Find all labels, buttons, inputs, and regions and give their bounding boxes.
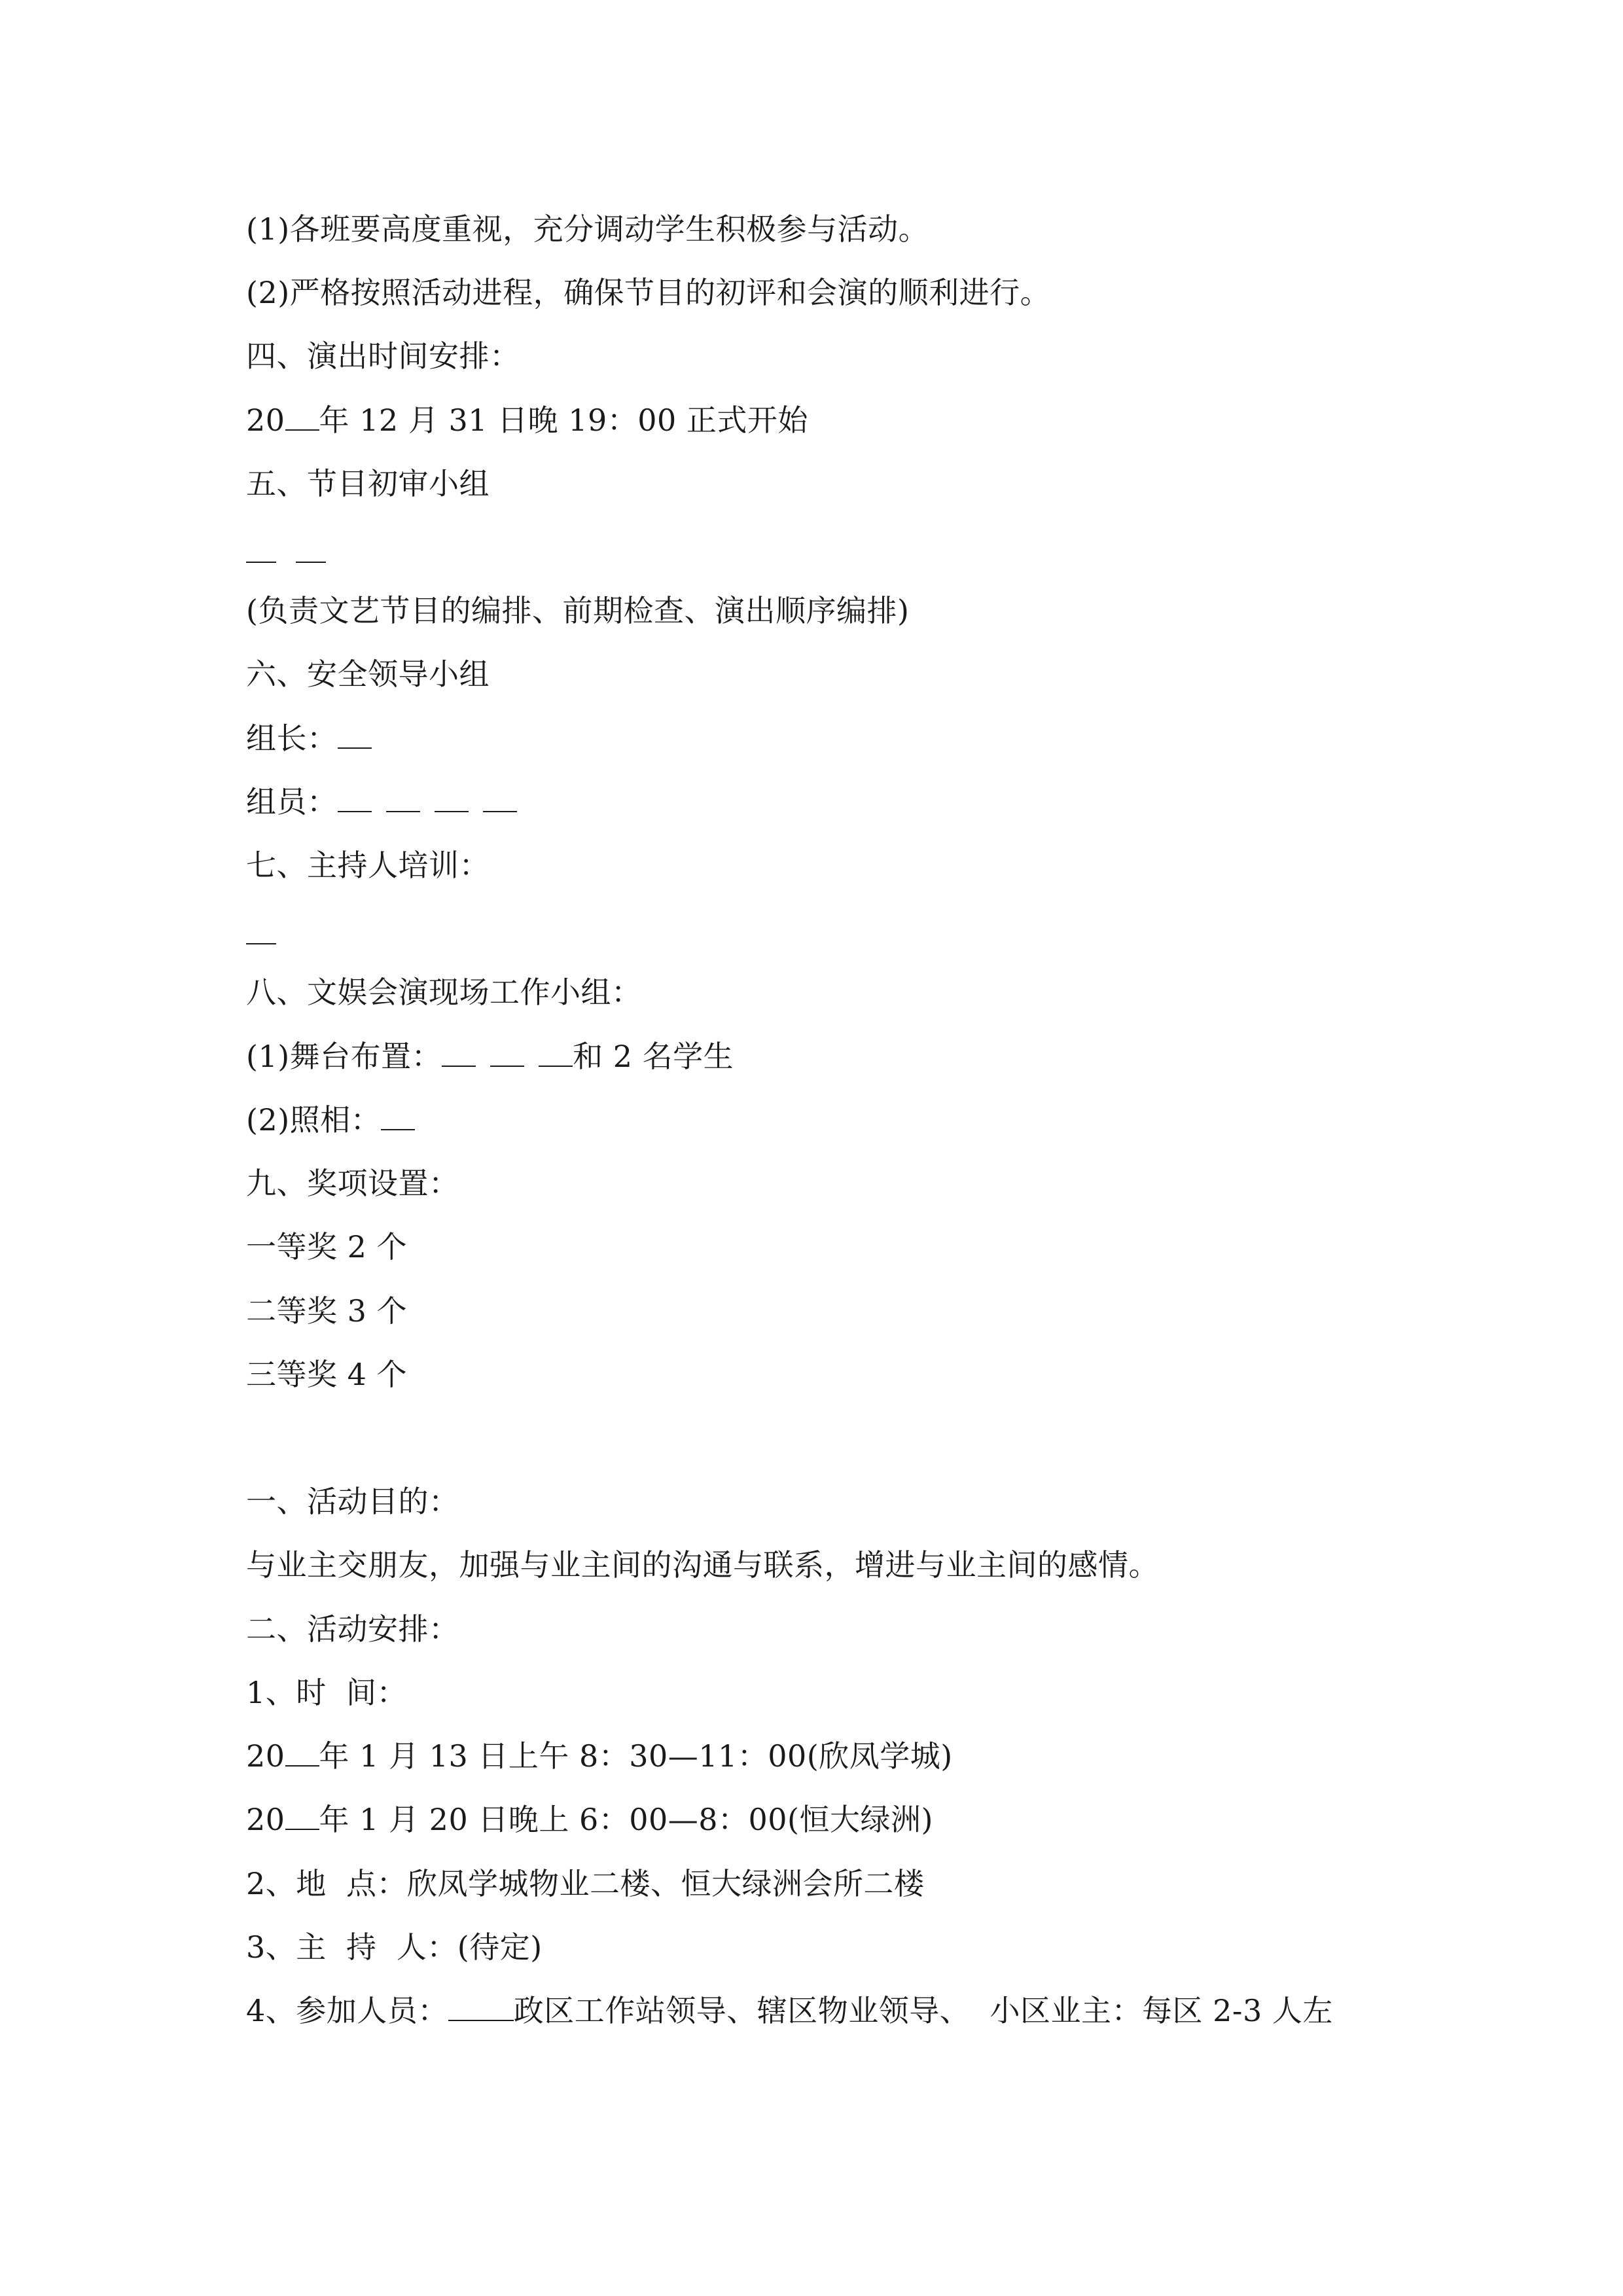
blank-underline: [246, 943, 276, 944]
text-line: [246, 401, 808, 440]
text-line: [246, 719, 372, 758]
text-fragment: 年 1 月 20 日晚上 6：00—8：00(恒大绿洲): [319, 1802, 933, 1837]
text-fragment: 20: [246, 1738, 285, 1774]
text-line: (2)严格按照活动进程，确保节目的初评和会演的顺利进行。: [246, 275, 1051, 310]
text-line: 三等奖 4 个: [246, 1357, 408, 1392]
text-line: [246, 1800, 933, 1839]
text-fragment: (2)照相：: [246, 1102, 382, 1138]
text-line: 3、主 持 人：(待定): [246, 1929, 543, 1965]
text-line: 与业主交朋友，加强与业主间的沟通与联系，增进与业主间的感情。: [246, 1547, 1159, 1583]
section-heading: 九、奖项设置：: [246, 1166, 459, 1201]
text-fragment: 4、参加人员：: [246, 1993, 448, 2028]
text-line: 1、时 间：: [246, 1675, 408, 1710]
blank-underline: [448, 1991, 514, 2021]
section-heading: 一、活动目的：: [246, 1484, 459, 1519]
text-fragment: 政区工作站领导、辖区物业领导、 小区业主：每区 2-3 人左: [513, 1993, 1333, 2028]
blank-underline: [338, 782, 372, 812]
text-fragment: 组长：: [246, 721, 338, 756]
blank-underline: [296, 562, 326, 563]
blank-underline: [246, 562, 276, 563]
text-line: 一等奖 2 个: [246, 1229, 408, 1265]
blank-underline: [285, 401, 319, 431]
blank-underline: [442, 1037, 476, 1067]
text-fragment: 20: [246, 403, 285, 438]
blank-underline: [539, 1037, 573, 1067]
text-fragment: 年 1 月 13 日上午 8：30—11：00(欣凤学城): [319, 1738, 953, 1774]
blank-underline: [338, 719, 372, 749]
text-line: [246, 782, 517, 821]
text-line: [246, 1991, 1333, 2030]
text-line: 二等奖 3 个: [246, 1293, 408, 1329]
text-line: (负责文艺节目的编排、前期检查、演出顺序编排): [246, 593, 910, 628]
section-heading: 七、主持人培训：: [246, 848, 490, 883]
text-line: (1)各班要高度重视，充分调动学生积极参与活动。: [246, 211, 929, 247]
text-fragment: (1)舞台布置：: [246, 1039, 442, 1074]
section-heading: 五、节目初审小组: [246, 466, 490, 501]
blank-underline: [381, 1100, 415, 1130]
blank-underline: [490, 1037, 524, 1067]
text-fragment: 和 2 名学生: [573, 1039, 734, 1074]
section-heading: 四、演出时间安排：: [246, 338, 520, 374]
section-heading: 六、安全领导小组: [246, 656, 490, 692]
text-fragment: 组员：: [246, 784, 338, 819]
blank-underline: [386, 782, 420, 812]
blank-underline: [483, 782, 517, 812]
text-line: 2、地 点：欣凤学城物业二楼、恒大绿洲会所二楼: [246, 1866, 925, 1901]
text-line: [246, 1100, 415, 1139]
text-line: [246, 1037, 734, 1076]
text-line: [246, 1736, 953, 1776]
section-heading: 二、活动安排：: [246, 1611, 459, 1647]
section-heading: 八、文娱会演现场工作小组：: [246, 975, 642, 1010]
blank-underline: [435, 782, 469, 812]
text-fragment: 年 12 月 31 日晚 19：00 正式开始: [319, 403, 808, 438]
blank-underline: [285, 1800, 319, 1830]
text-fragment: 20: [246, 1802, 285, 1837]
blank-underline: [285, 1736, 319, 1767]
